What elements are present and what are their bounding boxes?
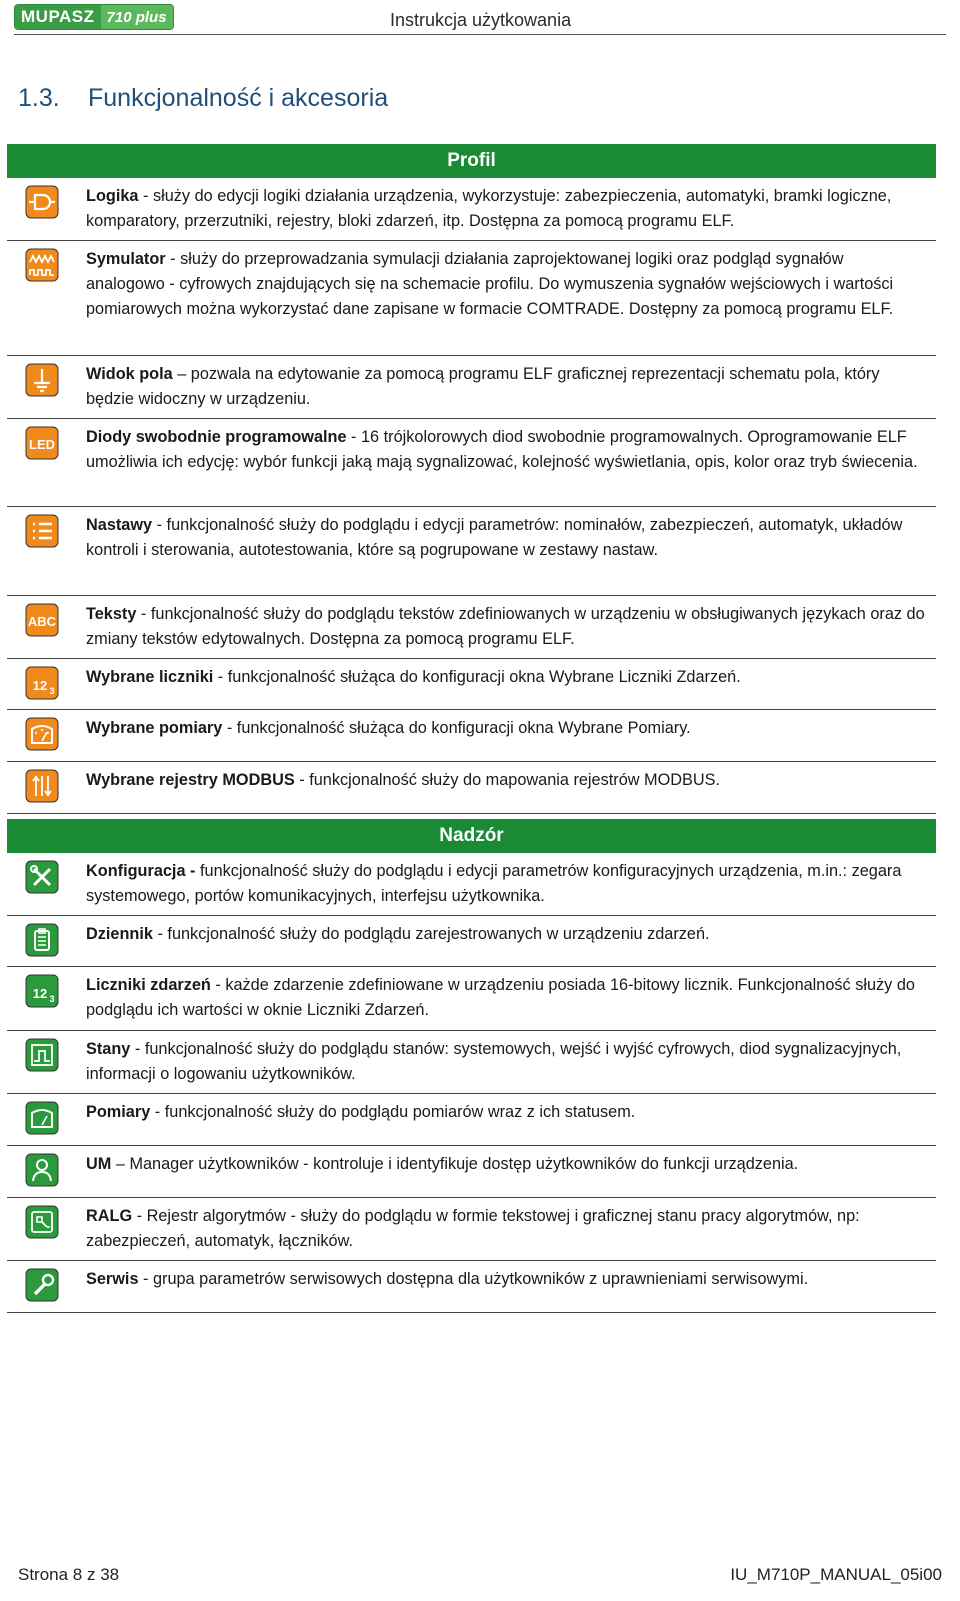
feature-separator: – xyxy=(172,365,191,383)
feature-icon-cell xyxy=(7,853,77,915)
feature-row xyxy=(7,178,936,241)
feature-row xyxy=(7,507,936,596)
feature-description xyxy=(77,356,936,418)
feature-description xyxy=(77,178,936,240)
feature-icon-cell xyxy=(7,507,77,595)
feature-row xyxy=(7,659,936,710)
feature-name: Wybrane pomiary xyxy=(86,719,223,737)
abc-texts-icon xyxy=(25,603,59,637)
logic-gate-icon xyxy=(25,185,59,219)
mupasz-logo xyxy=(14,4,174,30)
feature-icon-cell xyxy=(7,916,77,966)
feature-row xyxy=(7,710,936,762)
feature-text: funkcjonalność służy do mapowania rejestrów MODBUS. xyxy=(309,771,721,789)
feature-icon-cell xyxy=(7,1146,77,1197)
feature-separator: - xyxy=(152,516,167,534)
modbus-registers-icon xyxy=(25,769,59,803)
field-view-ground-icon xyxy=(25,363,59,397)
feature-row xyxy=(7,853,936,916)
svg-text:12: 12 xyxy=(32,986,48,1001)
feature-name: Diody swobodnie programowalne xyxy=(86,428,347,446)
user-manager-icon xyxy=(25,1153,59,1187)
features-table xyxy=(7,144,936,1313)
feature-separator: – xyxy=(111,1155,130,1173)
feature-name: UM xyxy=(86,1155,112,1173)
feature-description xyxy=(77,419,936,506)
feature-icon-cell xyxy=(7,178,77,240)
states-signal-icon xyxy=(25,1038,59,1072)
feature-description xyxy=(77,659,936,709)
counter-123-icon xyxy=(25,666,59,700)
feature-description xyxy=(77,916,936,966)
feature-text: funkcjonalność służąca do konfiguracji okna Wybrane Pomiary. xyxy=(236,719,691,737)
feature-name: Logika xyxy=(86,187,139,205)
feature-name: Teksty xyxy=(86,605,137,623)
document-id: IU_M710P_MANUAL_05i00 xyxy=(730,1565,942,1584)
feature-text: funkcjonalność służy do podglądu zarejestrowanych w urządzeniu zdarzeń. xyxy=(167,925,710,943)
feature-icon-cell xyxy=(7,596,77,658)
feature-name: Stany xyxy=(86,1040,131,1058)
feature-name: Liczniki zdarzeń xyxy=(86,976,211,994)
feature-separator: - xyxy=(294,771,310,789)
feature-separator: - xyxy=(210,976,226,994)
feature-description xyxy=(77,853,936,915)
feature-description xyxy=(77,241,936,355)
algorithm-register-icon xyxy=(25,1205,59,1239)
feature-row xyxy=(7,762,936,814)
feature-separator: - xyxy=(138,1270,153,1288)
feature-text: 16 trójkolorowych diod swobodnie programowalnych. Oprogramowanie ELF umożliwia ich edycję: wybór funkcji jaką mają sygnalizować, kolejność wyświetlania, opis, kolor oraz tryb świecenia. xyxy=(86,428,918,471)
feature-separator: - xyxy=(132,1207,147,1225)
feature-text: funkcjonalność służy do podglądu stanów: systemowych, wejść i wyjść cyfrowych, diod sygnalizacyjnych, informacji o logowaniu użytkowników. xyxy=(86,1040,902,1083)
feature-row xyxy=(7,1198,936,1261)
feature-separator: - xyxy=(136,605,151,623)
feature-text: funkcjonalność służy do podglądu pomiarów wraz z ich statusem. xyxy=(164,1103,636,1121)
feature-name: RALG xyxy=(86,1207,133,1225)
feature-text: służy do przeprowadzania symulacji działania zaprojektowanej logiki oraz podgląd sygnałów analogowo - cyfrowych znajdujących się na schemacie profilu. Do wymuszenia sygnałów wejściowych i wartości pomiarowych można wykorzystać dane zapisane w formacie COMTRADE. Dostępny za pomocą programu ELF. xyxy=(86,250,894,318)
svg-text:ABC: ABC xyxy=(27,614,57,629)
journal-clipboard-icon xyxy=(25,923,59,957)
feature-description xyxy=(77,1094,936,1145)
svg-text:3: 3 xyxy=(49,686,55,696)
page-number: Strona 8 z 38 xyxy=(18,1565,120,1584)
feature-row xyxy=(7,419,936,507)
header-title: Instrukcja użytkowania xyxy=(390,10,572,30)
feature-separator: - xyxy=(150,1103,165,1121)
feature-name: Pomiary xyxy=(86,1103,151,1121)
feature-text: Rejestr algorytmów - służy do podglądu w formie tekstowej i graficznej stanu pracy algorytmów, np: zabezpieczeń, automatyk, łączników. xyxy=(86,1207,860,1250)
feature-description xyxy=(77,1198,936,1260)
feature-description xyxy=(77,710,936,761)
feature-name: Dziennik xyxy=(86,925,153,943)
feature-separator: - xyxy=(213,668,228,686)
feature-separator: - xyxy=(165,250,181,268)
settings-list-icon xyxy=(25,514,59,548)
feature-text: pozwala na edytowanie za pomocą programu ELF graficznej reprezentacji schematu pola, który będzie widoczny w urządzeniu. xyxy=(86,365,880,408)
feature-separator: - xyxy=(346,428,361,446)
feature-icon-cell xyxy=(7,241,77,355)
feature-icon-cell xyxy=(7,1261,77,1312)
feature-text: funkcjonalność służy do podglądu i edycji parametrów: nominałów, zabezpieczeń, automatyk, układów kontroli i sterowania, autotestowania, które są pogrupowane w zestawy nastaw. xyxy=(86,516,903,559)
section-bar-1: Nadzór xyxy=(7,819,936,853)
feature-name: Symulator xyxy=(86,250,166,268)
feature-description xyxy=(77,1031,936,1093)
feature-row xyxy=(7,356,936,419)
page-footer xyxy=(18,1565,942,1585)
section-heading xyxy=(18,84,388,113)
feature-icon-cell xyxy=(7,710,77,761)
section-bar-0: Profil xyxy=(7,144,936,178)
feature-row xyxy=(7,1031,936,1094)
feature-text: każde zdarzenie zdefiniowane w urządzeniu posiada 16-bitowy licznik. Funkcjonalność służy do podglądu ich wartości w oknie Liczniki Zdarzeń. xyxy=(86,976,915,1019)
service-wrench-icon xyxy=(25,1268,59,1302)
svg-text:LED: LED xyxy=(29,437,55,452)
svg-text:3: 3 xyxy=(49,994,55,1004)
svg-text:12: 12 xyxy=(32,678,48,693)
feature-text: funkcjonalność służy do podglądu i edycji parametrów konfiguracyjnych urządzenia, m.in.: zegara systemowego, portów komunikacyjnych, interfejsu użytkownika. xyxy=(86,862,902,905)
feature-separator: - xyxy=(152,925,168,943)
feature-icon-cell xyxy=(7,762,77,813)
feature-row xyxy=(7,596,936,659)
feature-text: Manager użytkowników - kontroluje i identyfikuje dostęp użytkowników do funkcji urządzenia. xyxy=(129,1155,799,1173)
feature-description xyxy=(77,507,936,595)
feature-description xyxy=(77,1146,936,1197)
feature-name: Widok pola xyxy=(86,365,173,383)
feature-row xyxy=(7,241,936,356)
feature-icon-cell xyxy=(7,659,77,709)
feature-text: funkcjonalność służy do podglądu tekstów zdefiniowanych w urządzeniu w obsługiwanych językach oraz do zmiany tekstów edytowalnych. Dostępna za pomocą programu ELF. xyxy=(86,605,925,648)
feature-icon-cell xyxy=(7,1031,77,1093)
feature-name: Nastawy xyxy=(86,516,153,534)
measurements-gauge-icon xyxy=(25,1101,59,1135)
feature-icon-cell xyxy=(7,419,77,506)
feature-separator: - xyxy=(222,719,237,737)
event-counter-icon xyxy=(25,974,59,1008)
gauge-meter-icon xyxy=(25,717,59,751)
tools-configuration-icon xyxy=(25,860,59,894)
feature-description xyxy=(77,596,936,658)
logo-sub-text: 710 plus xyxy=(101,5,173,29)
section-title: Funkcjonalność i akcesoria xyxy=(88,84,389,112)
logo-main-text: MUPASZ xyxy=(15,5,101,29)
feature-icon-cell xyxy=(7,356,77,418)
section-number: 1.3. xyxy=(18,84,60,112)
feature-separator: - xyxy=(138,187,153,205)
feature-name: Serwis xyxy=(86,1270,139,1288)
feature-icon-cell xyxy=(7,1094,77,1145)
feature-row xyxy=(7,967,936,1031)
page-header xyxy=(0,0,960,40)
feature-name: Konfiguracja - xyxy=(86,862,196,880)
feature-separator: - xyxy=(130,1040,145,1058)
feature-description xyxy=(77,762,936,813)
feature-row xyxy=(7,1261,936,1313)
feature-row xyxy=(7,1094,936,1146)
feature-text: grupa parametrów serwisowych dostępna dla użytkowników z uprawnieniami serwisowymi. xyxy=(152,1270,809,1288)
feature-description xyxy=(77,1261,936,1312)
feature-row xyxy=(7,916,936,967)
header-divider xyxy=(14,34,946,35)
feature-text: funkcjonalność służąca do konfiguracji okna Wybrane Liczniki Zdarzeń. xyxy=(227,668,741,686)
feature-icon-cell xyxy=(7,1198,77,1260)
feature-name: Wybrane liczniki xyxy=(86,668,214,686)
feature-name: Wybrane rejestry MODBUS xyxy=(86,771,295,789)
feature-description xyxy=(77,967,936,1030)
feature-text: służy do edycji logiki działania urządzenia, wykorzystuje: zabezpieczenia, automatyki, bramki logiczne, komparatory, przerzutniki, rejestry, bloki zdarzeń, itp. Dostępna za pomocą programu ELF. xyxy=(86,187,892,230)
led-icon xyxy=(25,426,59,460)
simulator-waveform-icon xyxy=(25,248,59,282)
feature-icon-cell xyxy=(7,967,77,1030)
feature-row xyxy=(7,1146,936,1198)
